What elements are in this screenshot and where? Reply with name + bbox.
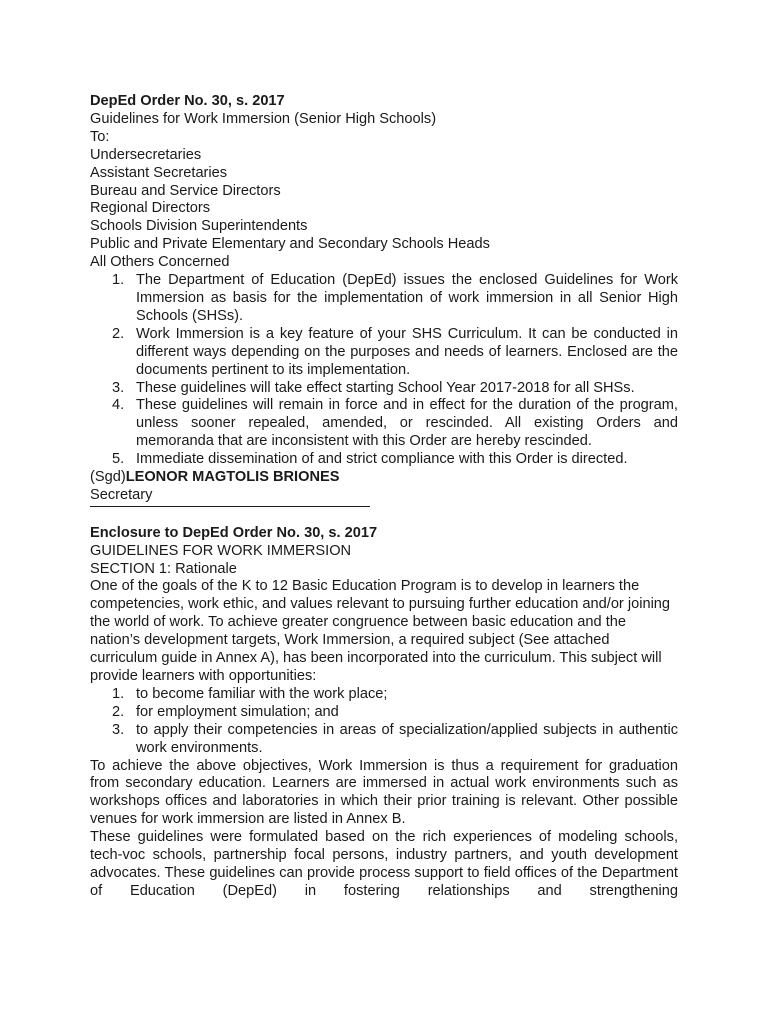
enclosure-heading: GUIDELINES FOR WORK IMMERSION	[90, 542, 352, 559]
list-number: 2.	[112, 325, 125, 342]
list-text: The Department of Education (DepEd) issues the enclosed Guidelines for Work Immersion as basis for the implementation of work immersion in all Senior High Schools (SHSs).	[136, 272, 678, 324]
signatory-name: LEONOR MAGTOLIS BRIONES	[125, 469, 340, 486]
list-item	[90, 451, 678, 469]
recipient: Regional Directors	[90, 200, 211, 217]
order-title: DepEd Order No. 30, s. 2017	[90, 93, 285, 109]
to-label: To:	[90, 128, 110, 145]
list-item	[90, 686, 678, 704]
list-number: 1.	[112, 685, 125, 702]
list-item	[90, 380, 678, 398]
section-heading: SECTION 1: Rationale	[90, 560, 237, 577]
list-number: 5.	[112, 451, 125, 468]
list-number: 3.	[112, 379, 125, 396]
spacer	[90, 507, 678, 525]
order-items	[90, 272, 678, 469]
document-page	[90, 93, 678, 901]
list-text: for employment simulation; and	[136, 703, 339, 720]
list-text: to apply their competencies in areas of specialization/applied subjects in authentic work environments.	[136, 721, 678, 756]
recipient: Schools Division Superintendents	[90, 218, 308, 235]
signatory-title: Secretary	[90, 487, 370, 507]
rationale-paragraph: One of the goals of the K to 12 Basic Education Program is to develop in learners the competencies, work ethic, and values relevant to pursuing further education and/or joining the world of work. To achieve greater congruence between basic education and the nation’s development targets, Work Immersion, a required subject (See attached curriculum guide in Annex A), has been incorporated into the curriculum. This subject will provide learners with opportunities:	[90, 578, 671, 684]
recipient-list	[90, 147, 678, 272]
signature-line	[90, 469, 678, 487]
signature-prefix: (Sgd)	[90, 469, 126, 486]
recipient: Undersecretaries	[90, 146, 202, 163]
order-subtitle: Guidelines for Work Immersion (Senior High Schools)	[90, 110, 437, 127]
opportunity-items	[90, 686, 678, 758]
list-item	[90, 397, 678, 451]
list-item	[90, 722, 678, 758]
list-text: These guidelines will remain in force and in effect for the duration of the program, unless sooner repealed, amended, or rescinded. All existing Orders and memoranda that are inconsistent with this Order are hereby rescinded.	[136, 397, 678, 450]
list-number: 1.	[112, 272, 125, 289]
list-text: Immediate dissemination of and strict compliance with this Order is directed.	[136, 451, 628, 468]
list-item	[90, 704, 678, 722]
objectives-paragraph: To achieve the above objectives, Work Immersion is thus a requirement for graduation from secondary education. Learners are immersed in actual work environments such as workshops offices and laboratories in which their prior training is relevant. Other possible venues for work immersion are listed in Annex B.	[90, 757, 678, 828]
recipient: Assistant Secretaries	[90, 164, 228, 181]
recipient: All Others Concerned	[90, 254, 230, 271]
list-number: 3.	[112, 721, 125, 738]
list-text: These guidelines will take effect starting School Year 2017-2018 for all SHSs.	[136, 379, 635, 396]
signatory-title-block	[90, 487, 678, 507]
list-text: to become familiar with the work place;	[136, 685, 388, 702]
list-item	[90, 326, 678, 380]
list-item	[90, 272, 678, 326]
list-number: 4.	[112, 397, 125, 414]
guidelines-paragraph: These guidelines were formulated based on the rich experiences of modeling schools, tech-voc schools, partnership focal persons, industry partners, and youth development advocates. These guidelines can provide process support to field offices of the Department of Education (DepEd) in fostering relationships and strengthening	[90, 829, 678, 899]
list-number: 2.	[112, 703, 125, 720]
list-text: Work Immersion is a key feature of your SHS Curriculum. It can be conducted in different ways depending on the purposes and needs of learners. Enclosed are the documents pertinent to its implementation.	[136, 325, 678, 378]
recipient: Public and Private Elementary and Secondary Schools Heads	[90, 236, 490, 253]
recipient: Bureau and Service Directors	[90, 182, 281, 199]
enclosure-title: Enclosure to DepEd Order No. 30, s. 2017	[90, 524, 378, 541]
